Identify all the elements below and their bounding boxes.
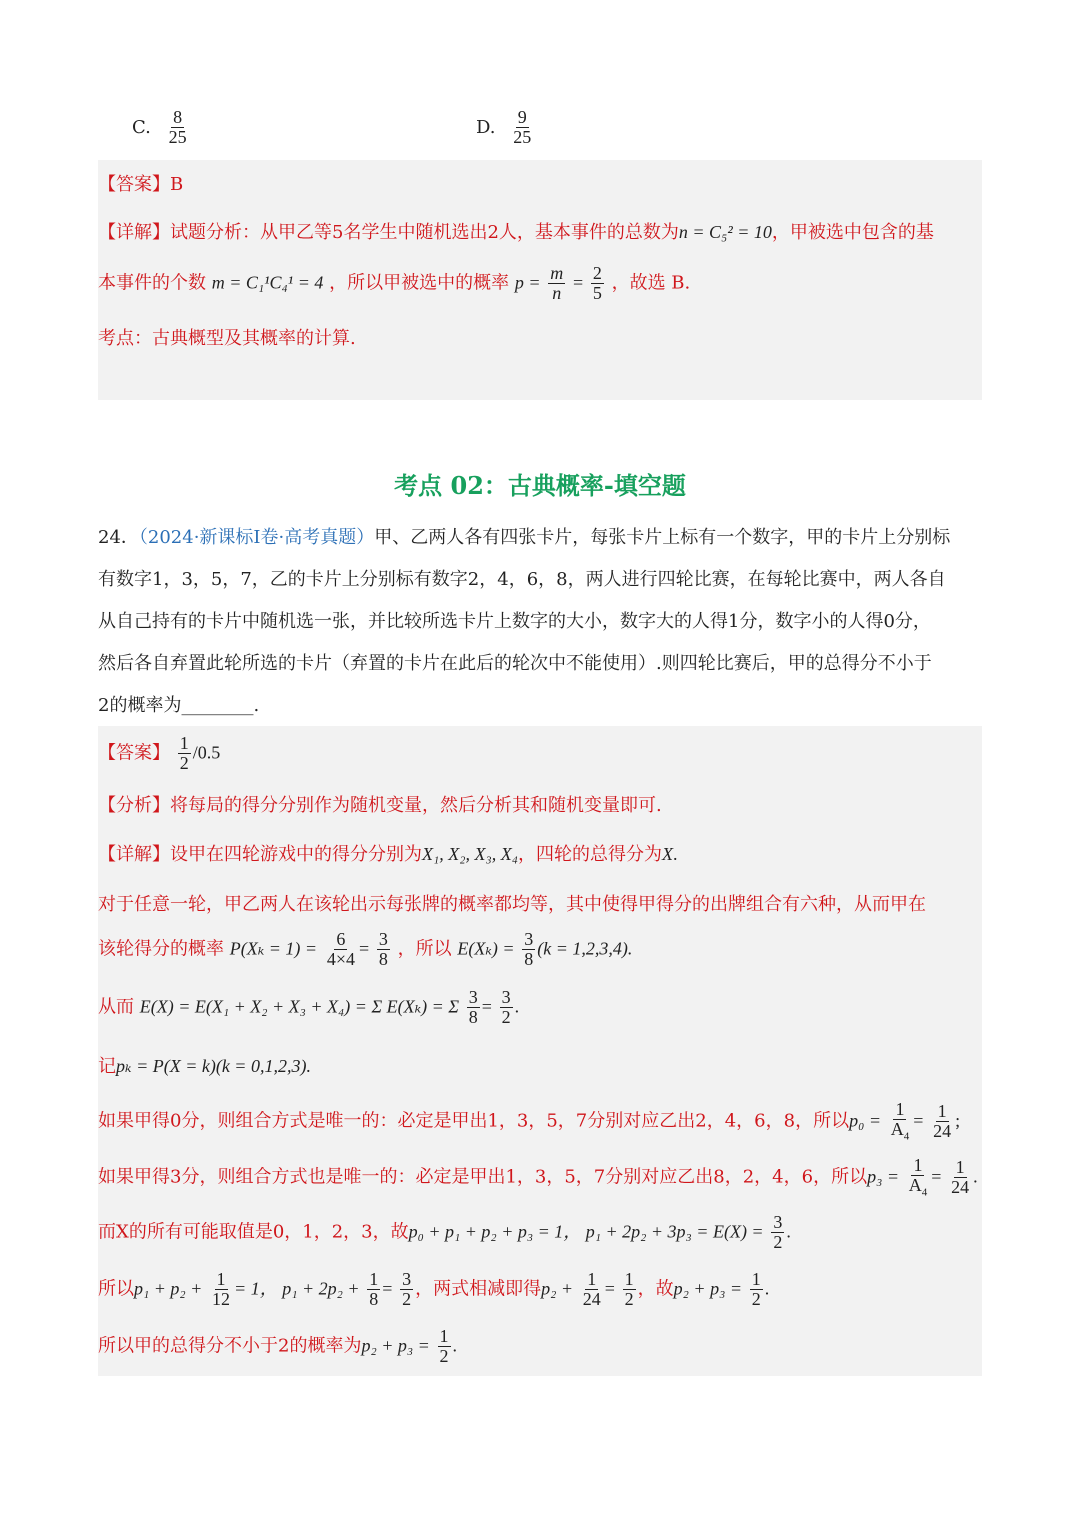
q24-line-l1: 对于任意一轮，甲乙两人在该轮出示每张牌的概率都均等，其中使得甲得分的出牌组合有六种，从而甲在: [98, 894, 926, 915]
fraction-1-2: $\frac{1}{2}$: [179, 733, 189, 773]
q23-detail-line1: 【详解】试题分析：从甲乙等5名学生中随机选出2人，基本事件的总数为n = C₅² = 10，甲被选中包含的基: [98, 222, 934, 243]
q24-line-l2: 该轮得分的概率 P(Xₖ = 1) = $\frac{6}{4\times 4}$ = $\frac{3}{8}$ ，所以 E(Xₖ) = $\frac{3}{8}$ (k = 1,2,3,4).: [98, 929, 633, 969]
q23-keypoint: 考点：古典概型及其概率的计算.: [98, 328, 356, 349]
q24-line3: 从自己持有的卡片中随机选一张，并比较所选卡片上数字的大小，数字大的人得1分，数字小的人得0分，: [98, 611, 931, 632]
q24-answer: 【答案】 $\frac{1}{2}$ /0.5: [98, 733, 221, 773]
fraction-1-24: $\frac{1}{24}$: [933, 1101, 952, 1142]
option-d-fraction: $\frac{9}{25}$: [513, 107, 532, 147]
fraction-3-8b: $\frac{3}{8}$: [524, 929, 534, 969]
q24-line-l5: 如果甲得0分，则组合方式是唯一的：必定是甲出1，3，5，7分别对应乙出2，4，6，8，所以p₀ = $\frac{1}{A_4}$ = $\frac{1}{24}$ ;: [98, 1099, 961, 1143]
fraction-1-2c: $\frac{1}{2}$: [751, 1269, 761, 1309]
q24-line4: 然后各自弃置此轮所选的卡片（弃置的卡片在此后的轮次中不能使用）.则四轮比赛后，甲的总得分不小于: [98, 653, 932, 674]
q24-line-l6: 如果甲得3分，则组合方式也是唯一的：必定是甲出1，3，5，7分别对应乙出8，2，4，6，所以p₃ = $\frac{1}{A_4}$ = $\frac{1}{24}$ .: [98, 1155, 978, 1199]
fraction-2-5: $\frac{2}{5}$: [592, 263, 602, 303]
q23-detail-line2: 本事件的个数 m = C₁¹C₄¹ = 4 ，所以甲被选中的概率 p = $\frac{m}{n}$ = $\frac{2}{5}$ ，故选 B.: [98, 263, 691, 303]
q24-line-l7: 而X的所有可能取值是0，1，2，3，故p₀ + p₁ + p₂ + p₃ = 1， p₁ + 2p₂ + 3p₃ = E(X) = $\frac{3}{2}$ .: [98, 1212, 791, 1252]
fraction-1-2d: $\frac{1}{2}$: [439, 1326, 449, 1366]
fraction-3-8: $\frac{3}{8}$: [378, 929, 388, 969]
fraction-1-12: $\frac{1}{12}$: [212, 1269, 231, 1309]
q24-analysis: 【分析】将每局的得分分别作为随机变量，然后分析其和随机变量即可.: [98, 795, 662, 816]
q24-line1: 24．（2024·新课标I卷·高考真题）甲、乙两人各有四张卡片，每张卡片上标有一个数字，甲的卡片上分别标: [98, 527, 951, 548]
q23-answer: 【答案】B: [98, 174, 184, 195]
option-d: [476, 108, 535, 147]
q24-line-l9: 所以甲的总得分不小于2的概率为p₂ + p₃ = $\frac{1}{2}$ .: [98, 1326, 457, 1366]
option-c: [132, 108, 191, 147]
fraction-1-8: $\frac{1}{8}$: [369, 1269, 379, 1309]
fraction-1-24b: $\frac{1}{24}$: [951, 1157, 970, 1198]
section-title: 考点 02：古典概率-填空题: [394, 471, 686, 500]
fraction-6-16: $\frac{6}{4\times 4}$: [326, 929, 355, 969]
q24-line-l3: 从而 E(X) = E(X₁ + X₂ + X₃ + X₄) = Σ E(Xₖ) = Σ $\frac{3}{8}$ = $\frac{3}{2}$ .: [98, 987, 520, 1027]
fraction-m-over-n: $\frac{m}{n}$: [550, 263, 564, 303]
fraction-1-2b: $\frac{1}{2}$: [624, 1269, 634, 1309]
q24-detail: 【详解】设甲在四轮游戏中的得分分别为X₁, X₂, X₃, X₄，四轮的总得分为X.: [98, 844, 678, 865]
q24-line-l4: 记pₖ = P(X = k)(k = 0,1,2,3).: [98, 1056, 311, 1077]
fraction-3-2: $\frac{3}{2}$: [501, 987, 511, 1027]
fraction-1-a44b: $\frac{1}{A_4}$: [908, 1155, 928, 1199]
fraction-1-24c: $\frac{1}{24}$: [582, 1269, 601, 1309]
option-c-label: C.: [132, 116, 151, 138]
q24-line-l8: 所以p₁ + p₂ + $\frac{1}{12}$ = 1， p₁ + 2p₂ + $\frac{1}{8}$ = $\frac{3}{2}$ ，两式相减即得p₂ + $\frac{1}{24}$ = $\frac{1}{2}$ ，故p₂ + p₃ = $\frac{1}{2}$ .: [98, 1269, 770, 1309]
q24-line5: 2的概率为________.: [98, 695, 260, 716]
fraction-3-2b: $\frac{3}{2}$: [773, 1212, 783, 1252]
option-d-label: D.: [476, 116, 496, 138]
q24-line2: 有数字1，3，5，7，乙的卡片上分别标有数字2，4，6，8，两人进行四轮比赛，在每轮比赛中，两人各自: [98, 569, 946, 590]
fraction-3-2c: $\frac{3}{2}$: [402, 1269, 412, 1309]
fraction-3-8c: $\frac{3}{8}$: [468, 987, 478, 1027]
fraction-1-a44: $\frac{1}{A_4}$: [890, 1099, 910, 1143]
option-c-fraction: $\frac{8}{25}$: [168, 107, 187, 147]
